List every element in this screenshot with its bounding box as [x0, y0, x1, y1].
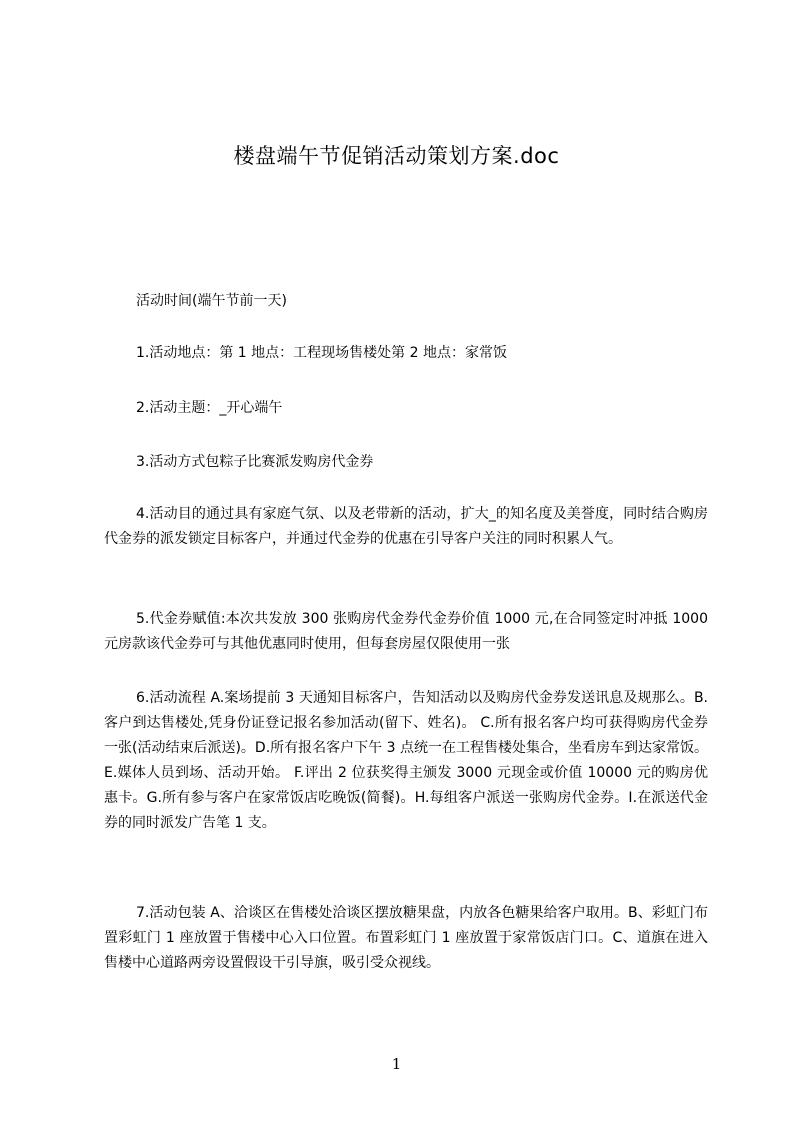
paragraph-activity-location: 1.活动地点：第 1 地点：工程现场售楼处第 2 地点：家常饭: [136, 345, 507, 361]
paragraph-activity-theme: 2.活动主题：_开心端午: [136, 400, 283, 416]
paragraph-activity-time: 活动时间(端午节前一天): [136, 293, 287, 309]
paragraph-voucher-value: 5.代金券赋值:本次共发放 300 张购房代金券代金券价值 1000 元,在合同签定时冲抵 1000 元房款该代金券可与其他优惠同时使用，但每套房屋仅限使用一张: [104, 611, 708, 652]
document-title: 楼盘端午节促销活动策划方案.doc: [233, 144, 560, 168]
paragraph-activity-process: 6.活动流程 A.案场提前 3 天通知目标客户，告知活动以及购房代金券发送讯息及规那么。B.客户到达售楼处,凭身份证登记报名参加活动(留下、姓名)。 C.所有报名客户均可获得购房代金券一张(活动结束后派送)。D.所有报名客户下午 3 点统一在工程售楼处集合，坐看房车到达家常饭。E.媒体人员到场、活动开始。 F.评出 2 位获奖得主颁发 3000 元现金或价值 10000 元的购房优惠卡。G.所有参与客户在家常饭店吃晚饭(简餐)。H.每组客户派送一张购房代金券。I.在派送代金券的同时派发广告笔 1 支。: [104, 690, 708, 831]
paragraph-activity-method: 3.活动方式包粽子比赛派发购房代金券: [136, 454, 374, 470]
page-number: 1: [391, 1055, 402, 1073]
paragraph-activity-purpose: 4.活动目的通过具有家庭气氛、以及老带新的活动，扩大_的知名度及美誉度，同时结合购房代金券的派发锁定目标客户，并通过代金券的优惠在引导客户关注的同时积累人气。: [104, 506, 708, 547]
paragraph-activity-decoration: 7.活动包装 A、洽谈区在售楼处洽谈区摆放糖果盘，内放各色糖果给客户取用。B、彩虹门布置彩虹门 1 座放置于售楼中心入口位置。布置彩虹门 1 座放置于家常饭店门口。C、道旗在进入售楼中心道路两旁设置假设干引导旗，吸引受众视线。: [104, 905, 708, 971]
